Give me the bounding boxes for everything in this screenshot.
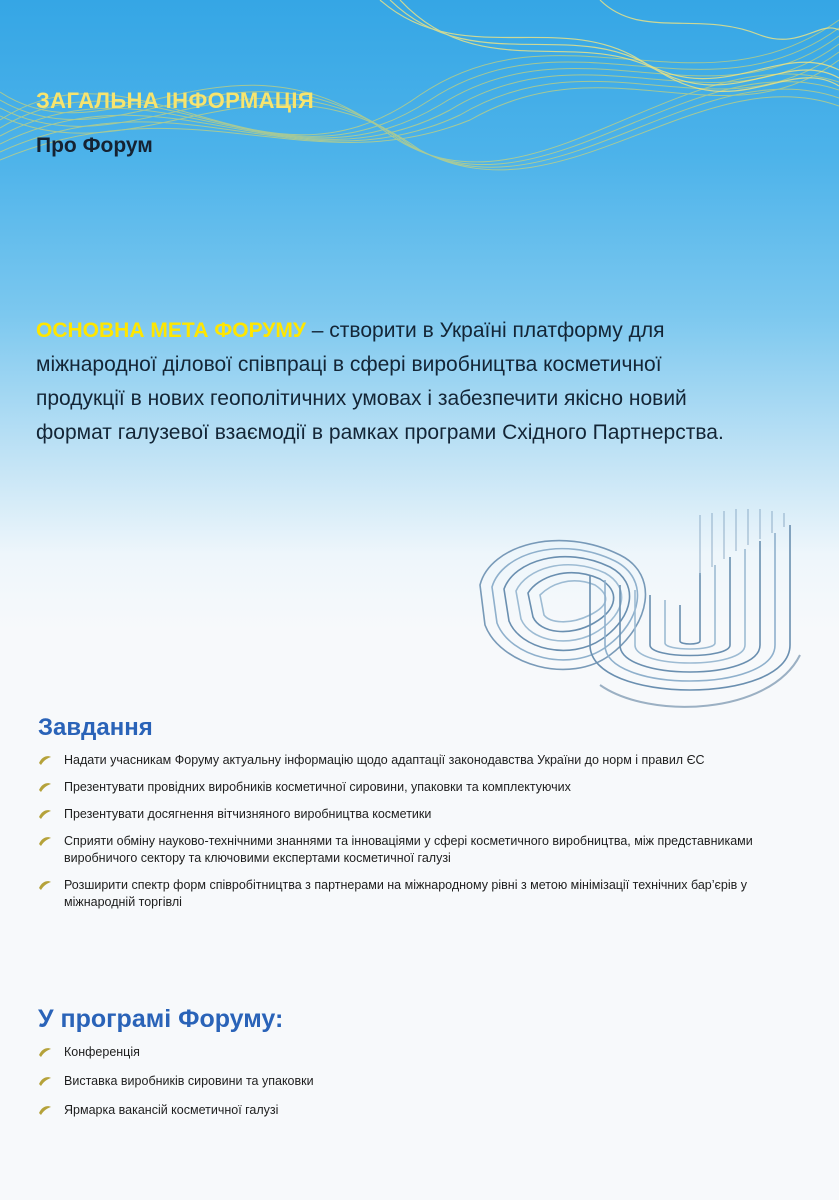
program-item — [38, 1102, 808, 1119]
mission-statement — [36, 314, 756, 450]
leaf-bullet-icon — [38, 1075, 52, 1087]
task-item — [38, 806, 808, 823]
task-item — [38, 752, 808, 769]
leaf-bullet-icon — [38, 835, 52, 847]
leaf-bullet-icon — [38, 1046, 52, 1058]
leaf-bullet-icon — [38, 754, 52, 766]
program-item-text: Конференція — [64, 1045, 140, 1059]
program-item — [38, 1044, 808, 1061]
section-label: ЗАГАЛЬНА ІНФОРМАЦІЯ — [36, 88, 315, 113]
program-item — [38, 1073, 808, 1090]
yellow-wave-lines — [0, 0, 839, 230]
program-item-text: Виставка виробників сировини та упаковки — [64, 1074, 314, 1088]
leaf-bullet-icon — [38, 879, 52, 891]
mission-lead: ОСНОВНА МЕТА ФОРУМУ — [36, 319, 306, 342]
task-item — [38, 779, 808, 796]
tasks-list — [38, 752, 808, 921]
glass-rings-figure — [470, 505, 810, 725]
task-item-text: Надати учасникам Форуму актуальну інформацію щодо адаптації законодавства України до норм і правил ЄС — [64, 753, 705, 767]
task-item — [38, 833, 808, 867]
leaf-bullet-icon — [38, 1104, 52, 1116]
task-item-text: Презентувати провідних виробників косметичної сировини, упаковки та комплектуючих — [64, 780, 571, 794]
task-item-text: Розширити спектр форм співробітництва з партнерами на міжнародному рівні з метою мінімізації технічних бар’єрів у міжнародній торгівлі — [64, 878, 747, 909]
leaf-bullet-icon — [38, 781, 52, 793]
task-item — [38, 877, 808, 911]
program-item-text: Ярмарка вакансій косметичної галузі — [64, 1103, 279, 1117]
mission-text: – створити в Україні платформу для міжнародної ділової співпраці в сфері виробництва косметичної продукції в нових геополітичних умовах і забезпечити якісно новий формат галузевої взаємодії в рамках програми Східного Партнерства. — [36, 319, 724, 444]
program-list — [38, 1044, 808, 1131]
task-item-text: Презентувати досягнення вітчизняного виробництва косметики — [64, 807, 432, 821]
section-sublabel: Про Форум — [36, 134, 153, 157]
task-item-text: Сприяти обміну науково-технічними знаннями та інноваціями у сфері косметичного виробництва, між представниками виробничого сектору та ключовими експертами косметичної галузі — [64, 834, 753, 865]
tasks-heading: Завдання — [38, 714, 153, 741]
leaf-bullet-icon — [38, 808, 52, 820]
program-heading: У програмі Форуму: — [38, 1005, 284, 1033]
